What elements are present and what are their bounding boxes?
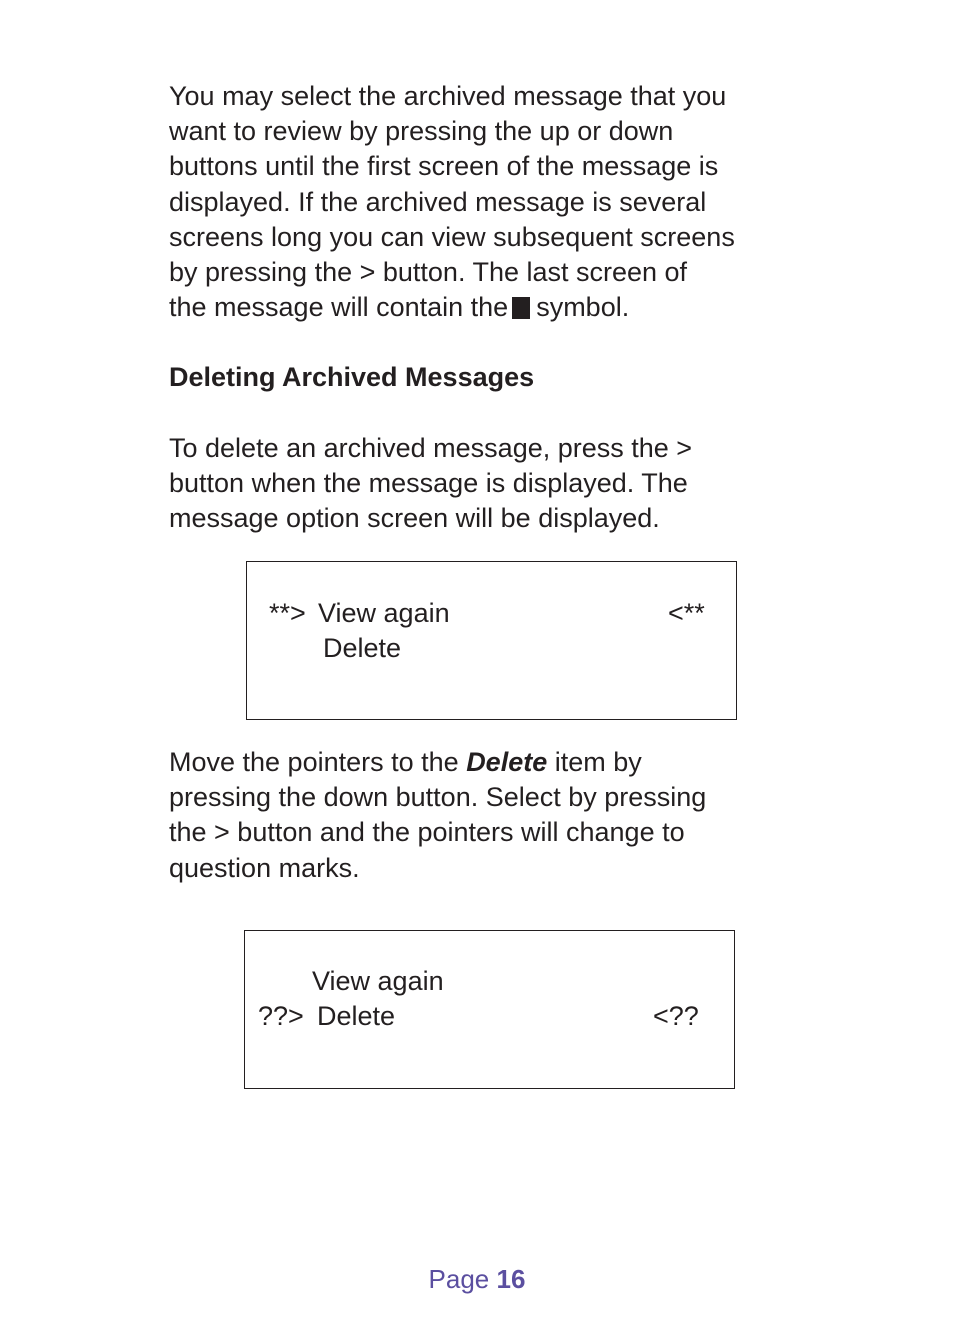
- text-line: question marks.: [169, 852, 360, 883]
- text-fragment: the message will contain the: [169, 292, 509, 323]
- text-line: screens long you can view subsequent screens: [169, 221, 735, 252]
- text-line: the > button and the pointers will change to: [169, 817, 685, 848]
- text-line: message option screen will be displayed.: [169, 503, 660, 534]
- text-line: by pressing the > button. The last screen of: [169, 257, 688, 288]
- pointer-right: <**: [668, 598, 705, 628]
- move-paragraph: [169, 745, 809, 886]
- text-line-last: [169, 290, 809, 325]
- text-line: pressing the down button. Select by pressing: [169, 782, 707, 813]
- text-line: buttons until the first screen of the message is: [169, 151, 719, 182]
- move-section: [169, 745, 809, 886]
- pointer-left: **>: [269, 598, 306, 628]
- text-fragment: item by: [554, 747, 642, 777]
- text-line: want to review by pressing the up or down: [169, 116, 674, 147]
- text-line: button when the message is displayed. The: [169, 467, 688, 498]
- page-footer: [0, 1264, 954, 1295]
- text-fragment: symbol.: [536, 292, 630, 323]
- text-fragment: Move the pointers to the: [169, 747, 459, 777]
- pointer-left: ??>: [258, 1001, 304, 1031]
- intro-paragraph: [169, 79, 809, 325]
- menu-item-view-again: View again: [312, 966, 444, 996]
- delete-confirm-screen: [244, 930, 735, 1089]
- page-number: 16: [496, 1264, 526, 1294]
- menu-item-delete: Delete: [317, 1001, 396, 1031]
- text-line: [169, 745, 809, 780]
- message-option-screen: [246, 561, 737, 720]
- text-line: displayed. If the archived message is several: [169, 186, 707, 217]
- text-line: You may select the archived message that you: [169, 81, 727, 111]
- pointer-right: <??: [653, 1001, 699, 1031]
- section-heading: Deleting Archived Messages: [169, 362, 535, 393]
- page-label: Page: [428, 1264, 490, 1294]
- black-square-icon: [512, 297, 530, 319]
- menu-item-delete: Delete: [323, 633, 402, 663]
- menu-item-view-again: View again: [318, 598, 450, 628]
- delete-paragraph: [169, 431, 809, 537]
- emphasis-delete: Delete: [466, 747, 548, 777]
- page-content: [169, 79, 809, 536]
- text-line: To delete an archived message, press the >: [169, 432, 693, 463]
